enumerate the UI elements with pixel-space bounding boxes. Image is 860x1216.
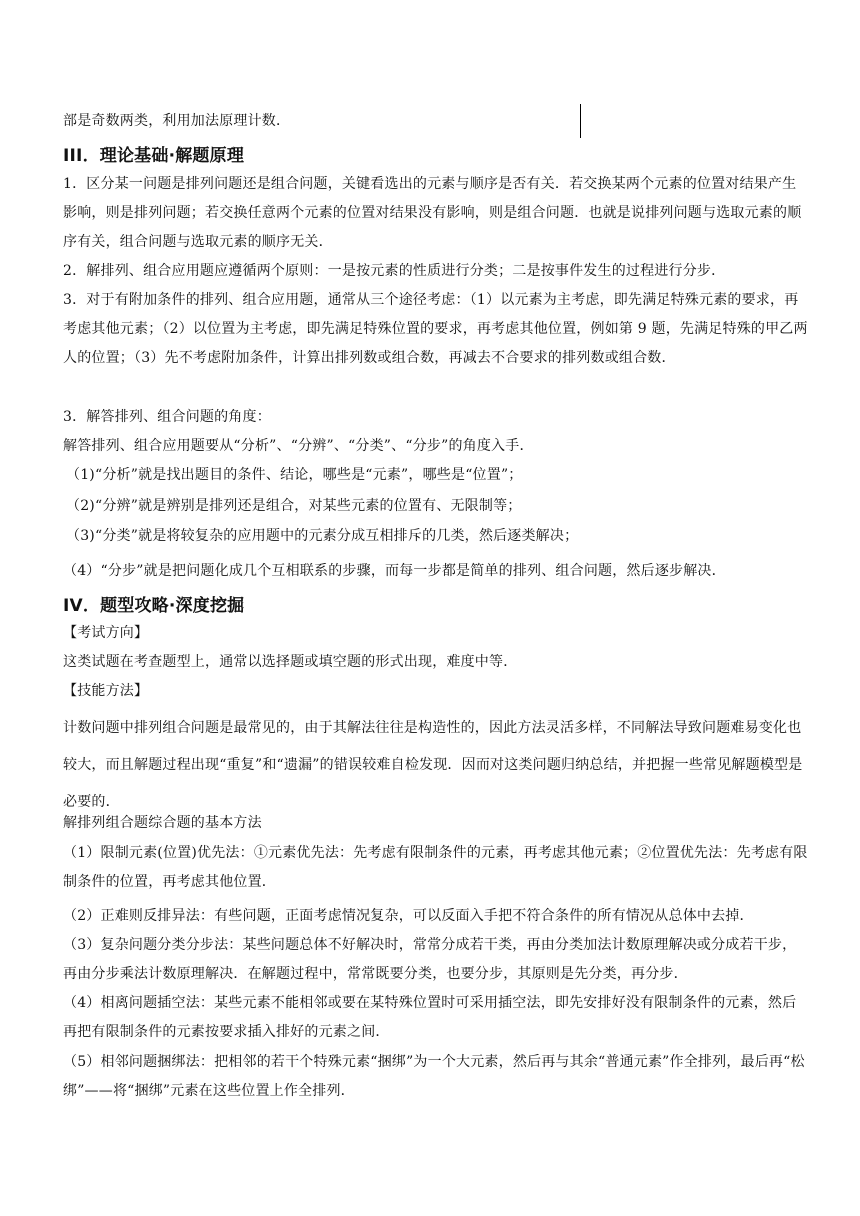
list-item: （3)“分类”就是将较复杂的应用题中的元素分成互相排斥的几类，然后逐类解决；: [66, 528, 579, 544]
section-4-title: IV．题型攻略·深度挖掘: [63, 596, 245, 616]
skill-method-label: 【技能方法】: [63, 683, 149, 699]
section-3-angle-title: 3．解答排列、组合问题的角度：: [63, 409, 271, 425]
method-item: （4）相离问题插空法：某些元素不能相邻或要在某特殊位置时可采用插空法，即先安排好没有限制条件的元素，然后再把有限制条件的元素按要求插入排好的元素之间．: [63, 995, 797, 1040]
list-item: （1)“分析”就是找出题目的条件、结论，哪些是“元素”，哪些是“位置”；: [66, 467, 523, 483]
section-3-paragraph-2: 2．解排列、组合应用题应遵循两个原则：一是按元素的性质进行分类；二是按事件发生的过程进行分步．: [63, 263, 726, 279]
list-item: （2)“分辨”就是辨别是排列还是组合，对某些元素的位置有、无限制等；: [66, 498, 522, 514]
section-3-paragraph-3: 3．对于有附加条件的排列、组合应用题，通常从三个途径考虑：（1）以元素为主考虑，即先满足特殊元素的要求，再考虑其他元素；（2）以位置为主考虑，即先满足特殊位置的要求，再考虑其他位置，例如第 9 题，先满足特殊的甲乙两人的位置；（3）先不考虑附加条件，计算出排列数或组合数，再减去不合要求的排列数或组合数．: [63, 292, 808, 366]
section-3-paragraph-1: 1．区分某一问题是排列问题还是组合问题，关键看选出的元素与顺序是否有关．若交换某两个元素的位置对结果产生影响，则是排列问题；若交换任意两个元素的位置对结果没有影响，则是组合问题．也就是说排列问题与选取元素的顺序有关，组合问题与选取元素的顺序无关．: [63, 176, 802, 250]
method-item: （3）复杂问题分类分步法：某些问题总体不好解决时，常常分成若干类，再由分类加法计数原理解决或分成若干步，再由分步乘法计数原理解决．在解题过程中，常常既要分类，也要分步，其原则是先分类，再分步．: [63, 937, 797, 982]
skill-method-text: 计数问题中排列组合问题是最常见的，由于其解法往往是构造性的，因此方法灵活多样，不同解法导致问题难易变化也较大，而且解题过程出现“重复”和“遗漏”的错误较难自检发现．因而对这类问题归纳总结，并把握一些常见解题模型是必要的．: [63, 720, 803, 810]
list-item: （4）“分步”就是把问题化成几个互相联系的步骤，而每一步都是简单的排列、组合问题，然后逐步解决．: [63, 563, 726, 579]
method-item: （1）限制元素(位置)优先法：①元素优先法：先考虑有限制条件的元素，再考虑其他元素；②位置优先法：先考虑有限制条件的位置，再考虑其他位置．: [63, 845, 808, 890]
exam-direction-text: 这类试题在考查题型上，通常以选择题或填空题的形式出现，难度中等．: [63, 654, 518, 670]
methods-title: 解排列组合题综合题的基本方法: [63, 815, 262, 831]
text-cursor-line: [580, 104, 581, 138]
method-item: （5）相邻问题捆绑法：把相邻的若干个特殊元素“捆绑”为一个大元素，然后再与其余“普通元素”作全排列，最后再“松绑”——将“捆绑”元素在这些位置上作全排列．: [63, 1054, 805, 1099]
method-item: （2）正难则反排异法：有些问题，正面考虑情况复杂，可以反面入手把不符合条件的所有情况从总体中去掉．: [63, 908, 754, 924]
section-3-title: III．理论基础·解题原理: [63, 146, 245, 166]
intro-tail-text: 部是奇数两类，利用加法原理计数．: [63, 113, 291, 129]
exam-direction-label: 【考试方向】: [63, 625, 149, 641]
section-3-angle-intro: 解答排列、组合应用题要从“分析”、“分辨”、“分类”、“分步”的角度入手．: [63, 438, 534, 454]
